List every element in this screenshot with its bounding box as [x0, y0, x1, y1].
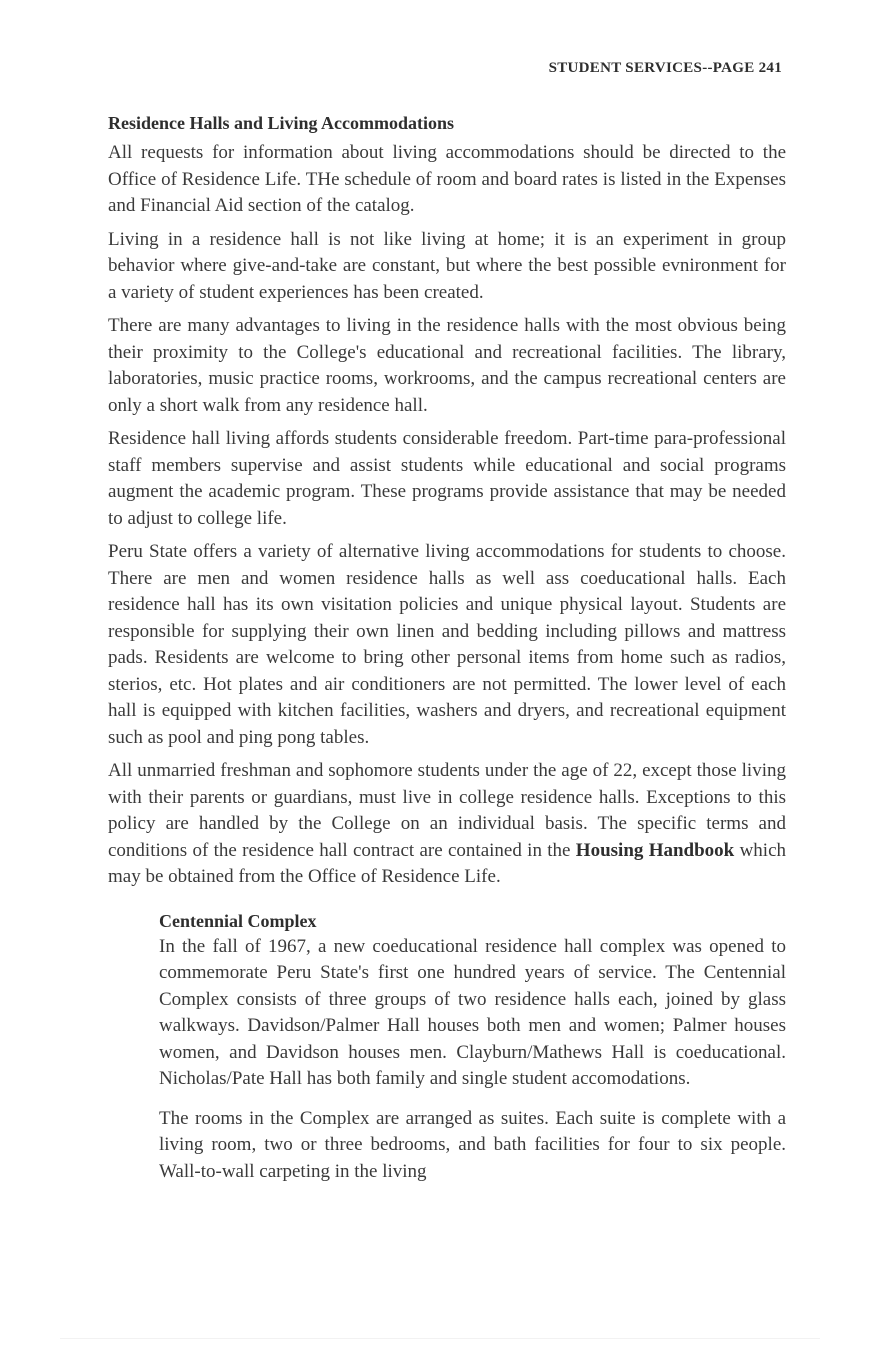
- running-header: STUDENT SERVICES--PAGE 241: [548, 60, 782, 76]
- scan-edge-line: [60, 1338, 820, 1339]
- policy-text-before: All unmarried freshman and sophomore students under the age of 22, except those living with their parents or guardians, must live in college residence halls. Exceptions to this policy are handled by the College on an individual basis. The specific terms and conditions of the residence hall contract are contained in the: [108, 760, 786, 861]
- paragraph-centennial-history: In the fall of 1967, a new coeducational residence hall complex was opened to commemorate Peru State's first one hundred years of service. The Centennial Complex consists of three groups of two residence halls each, joined by glass walkways. Davidson/Palmer Hall houses both men and women; Palmer houses women, and Davidson houses men. Clayburn/Mathews Hall is coeducational. Nicholas/Pate Hall has both family and single student accomodations.: [159, 935, 786, 1089]
- paragraph-advantages: There are many advantages to living in the residence halls with the most obvious being their proximity to the College's educational and recreational facilities. The library, laboratories, music practice rooms, workrooms, and the campus recreational centers are only a short walk from any residence hall.: [108, 315, 786, 416]
- paragraph-accommodations: Peru State offers a variety of alternative living accommodations for students to choose. There are men and women residence halls as well ass coeducational halls. Each residence hall has its own visitation policies and unique physical layout. Students are responsible for supplying their own linen and bedding including pillows and mattress pads. Residents are welcome to bring other personal items from home such as radios, sterios, etc. Hot plates and air conditioners are not permitted. The lower level of each hall is equipped with kitchen facilities, washers and dryers, and recreational equipment such as pool and ping pong tables.: [108, 541, 786, 748]
- paragraph-suites: The rooms in the Complex are arranged as suites. Each suite is complete with a living room, two or three bedrooms, and bath facilities for four to six people. Wall-to-wall carpeting in the living: [159, 1107, 786, 1182]
- paragraph-freedom: Residence hall living affords students considerable freedom. Part-time para-professional staff members supervise and assist students while educational and social programs augment the academic program. These programs provide assistance that may be needed to adjust to college life.: [108, 428, 786, 529]
- paragraph-residency-policy: [108, 758, 786, 891]
- paragraph-group-behavior: Living in a residence hall is not like living at home; it is an experiment in group behavior where give-and-take are constant, but where the best possible evnironment for a variety of student experiences has been created.: [108, 228, 786, 303]
- section-title: Residence Halls and Living Accommodations: [108, 113, 455, 133]
- centennial-complex-section: [159, 911, 786, 1186]
- paragraph-contact: All requests for information about living accommodations should be directed to the Office of Residence Life. THe schedule of room and board rates is listed in the Expenses and Financial Aid section of the catalog.: [108, 142, 786, 216]
- policy-text-after: which may be obtained from the Office of Residence Life.: [108, 839, 786, 887]
- subsection-title: Centennial Complex: [159, 910, 317, 931]
- housing-handbook-title: Housing Handbook: [575, 839, 735, 861]
- main-content: [108, 113, 786, 1198]
